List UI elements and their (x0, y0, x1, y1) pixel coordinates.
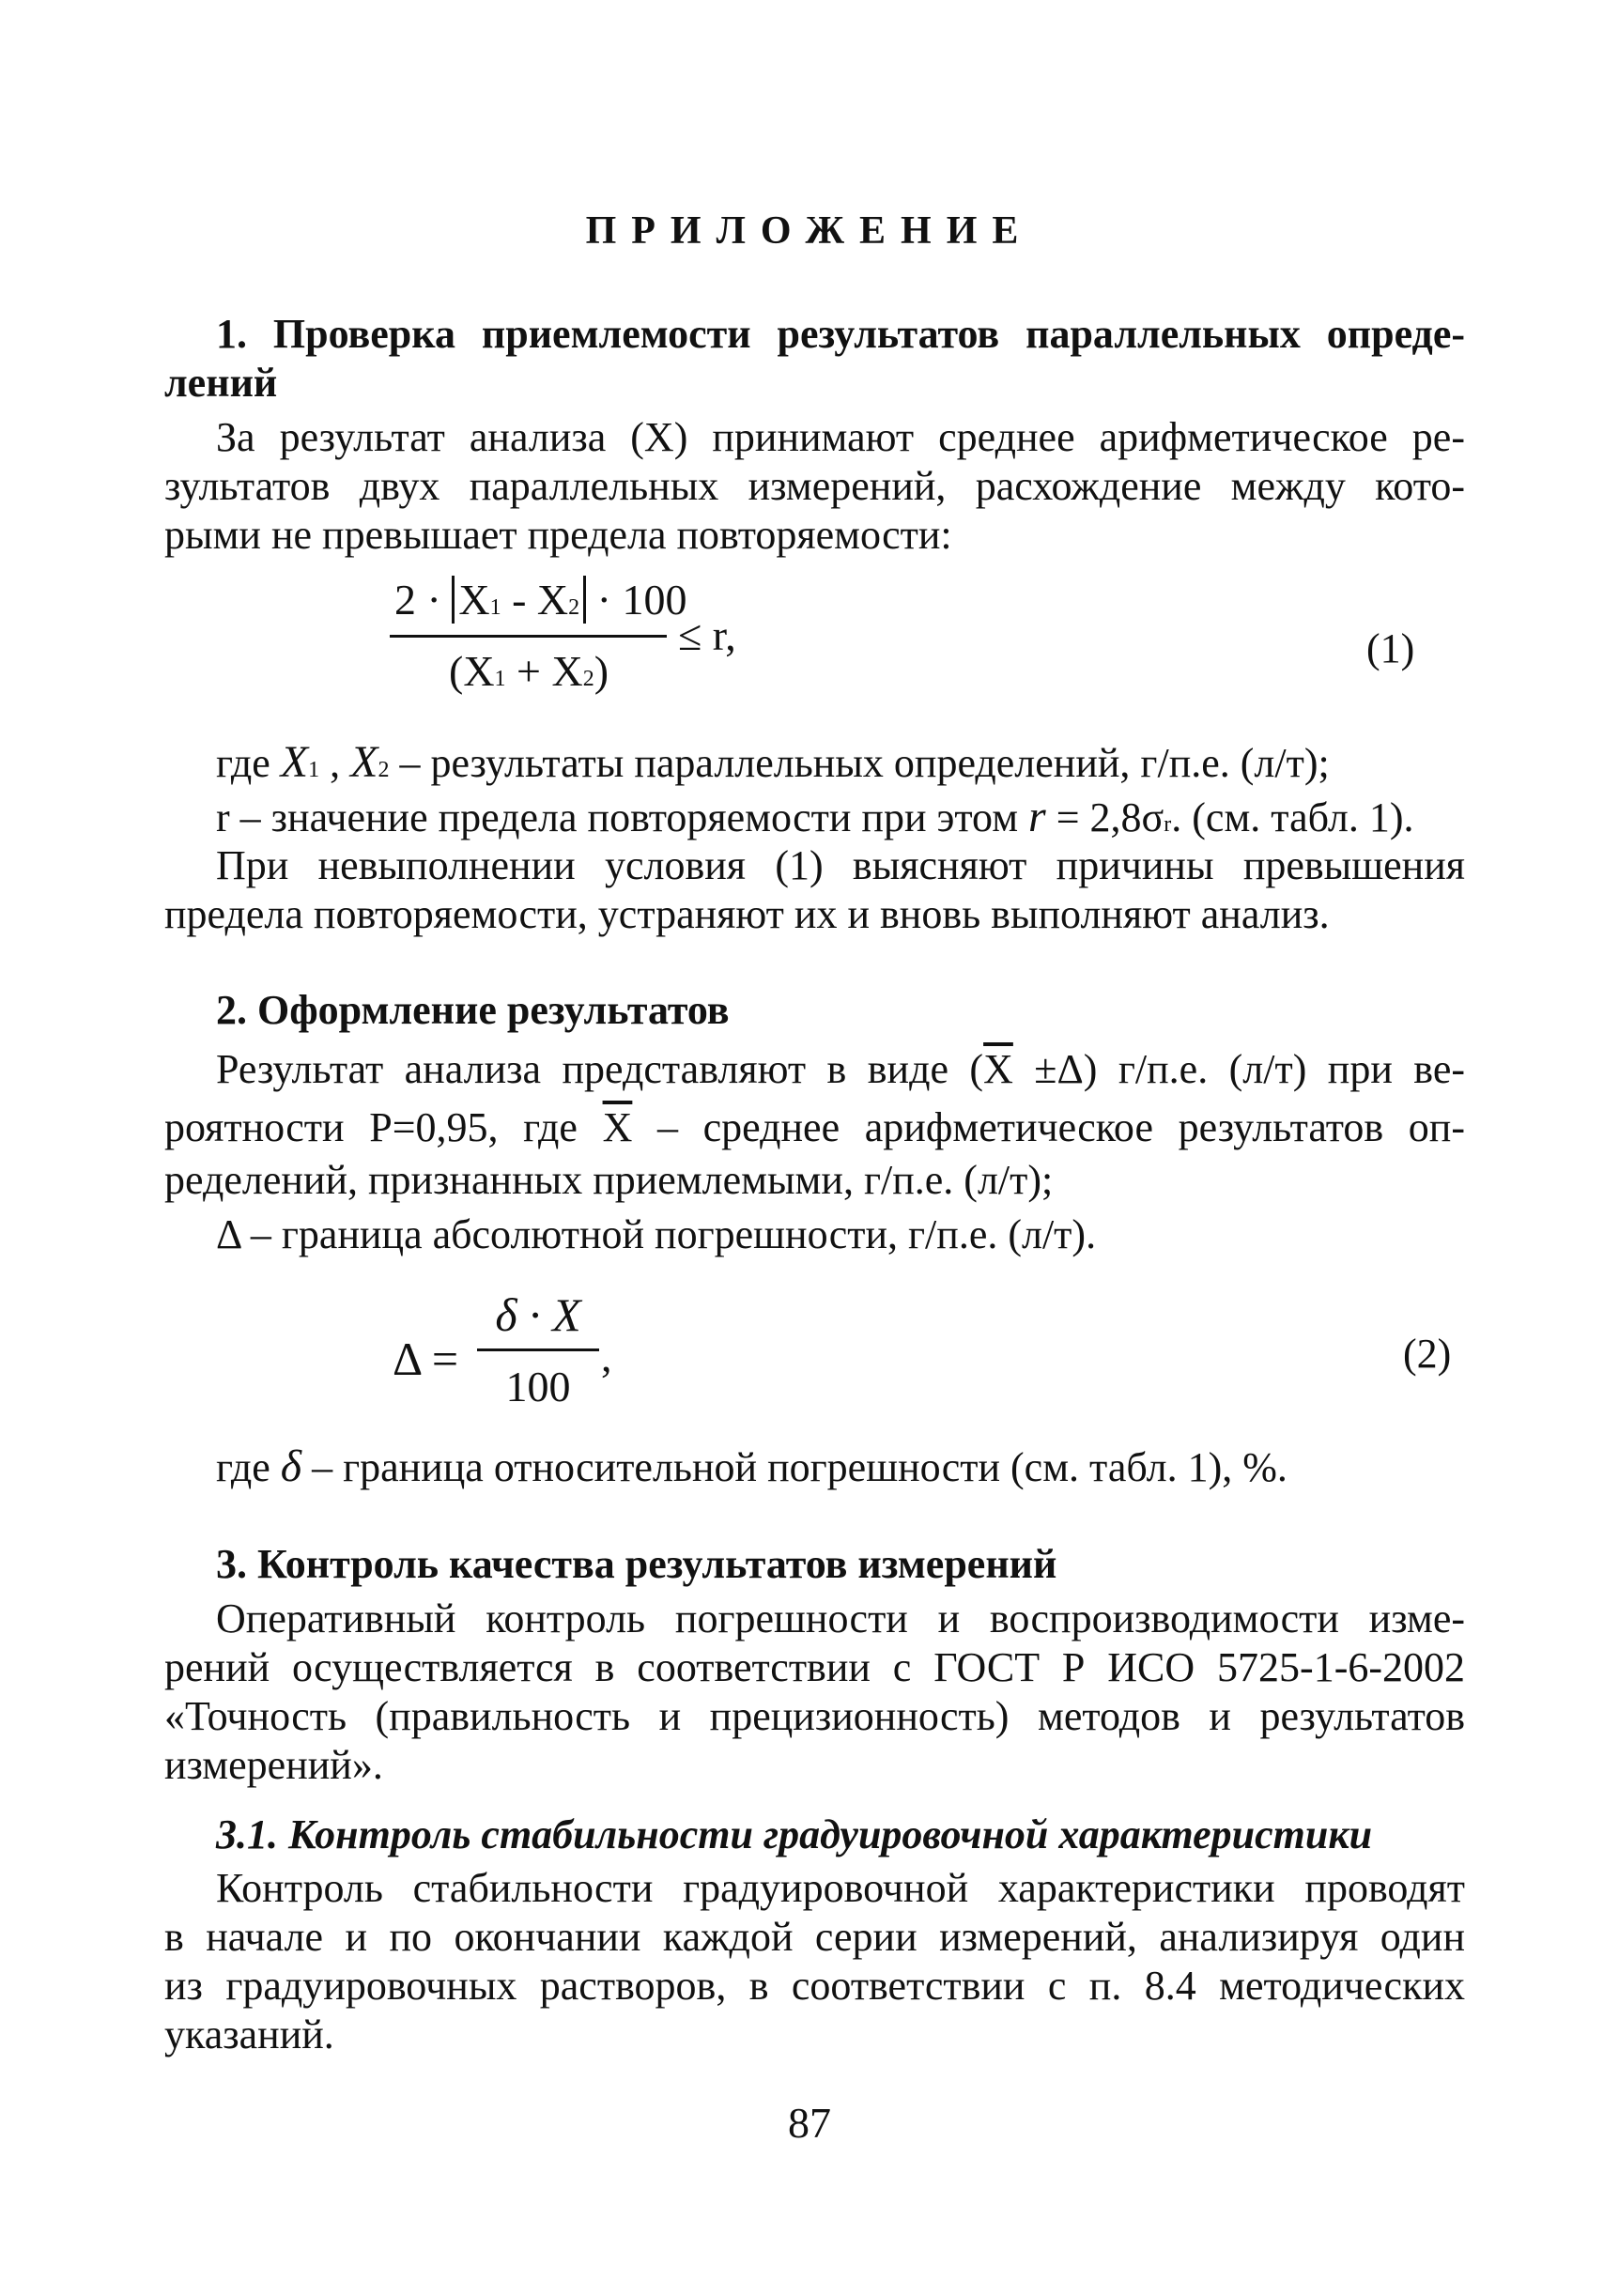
s2-paragraph-line: ределений, признанных приемлемыми, г/п.е. (л/т); (164, 1157, 1054, 1203)
formula-1-numerator: 2 · X1 - X2 · 100 (394, 576, 687, 624)
s2-delta-definition: Δ – граница абсолютной погрешности, г/п.е. (л/т). (216, 1211, 1097, 1257)
formula-1-relation: ≤ r, (678, 611, 736, 659)
section-1-heading-cont: лений (164, 360, 278, 406)
formula-2-denominator: 100 (505, 1363, 571, 1410)
s3-paragraph-line: Оперативный контроль погрешности и воспроизводимости изме- (216, 1595, 1465, 1641)
formula-1-denominator: (X1 + X2) (449, 647, 609, 695)
s3-paragraph-line: измерений». (164, 1742, 383, 1788)
s1-where-line: где X1 , X2 – результаты параллельных определений, г/п.е. (л/т); (216, 737, 1330, 787)
s1-paragraph-line: зультатов двух параллельных измерений, расхождение между кото- (164, 463, 1465, 509)
s2-where-line: где δ – граница относительной погрешности (см. табл. 1), %. (216, 1441, 1287, 1491)
s3-1-paragraph-line: Контроль стабильности градуировочной характеристики проводят (216, 1865, 1465, 1911)
formula-1-fraction-bar (390, 635, 667, 638)
section-3-heading: 3. Контроль качества результатов измерений (216, 1541, 1057, 1587)
s1-paragraph-line: предела повторяемости, устраняют их и вновь выполняют анализ. (164, 891, 1330, 937)
s1-paragraph-line: рыми не превышает предела повторяемости: (164, 512, 952, 558)
page-number: 87 (788, 2099, 831, 2147)
formula-2-numerator: δ · X (495, 1288, 581, 1341)
formula-2-fraction-bar (477, 1348, 599, 1351)
formula-2-lhs: Δ = (393, 1333, 459, 1385)
s2-paragraph-line: роятности P=0,95, где $\overline{X}$ – среднее арифметическое результатов оп- (164, 1104, 1465, 1150)
section-1-heading: 1. Проверка приемлемости результатов параллельных опреде- (216, 311, 1465, 357)
s3-paragraph-line: «Точность (правильность и прецизионность) методов и результатов (164, 1693, 1465, 1739)
s1-r-definition: r – значение предела повторяемости при этом r = 2,8σr. (см. табл. 1). (216, 792, 1414, 841)
formula-2-comma: , (601, 1333, 612, 1380)
subsection-3-1-heading: 3.1. Контроль стабильности градуировочной характеристики (216, 1811, 1373, 1857)
s2-paragraph-line: Результат анализа представляют в виде $(\overline{X} \pm\Delta)$ г/п.е. (л/т) при ве- (216, 1046, 1466, 1092)
s1-paragraph-line: За результат анализа (X) принимают среднее арифметическое ре- (216, 414, 1465, 460)
section-2-heading: 2. Оформление результатов (216, 987, 730, 1033)
s1-paragraph-line: При невыполнении условия (1) выясняют причины превышения (216, 842, 1465, 888)
s3-1-paragraph-line: указаний. (164, 2011, 334, 2057)
s3-1-paragraph-line: в начале и по окончании каждой серии измерений, анализируя один (164, 1914, 1465, 1960)
page-title: ПРИЛОЖЕНИЕ (585, 209, 1034, 253)
equation-number-2: (2) (1403, 1331, 1452, 1377)
equation-number-1: (1) (1366, 625, 1415, 671)
s3-1-paragraph-line: из градуировочных растворов, в соответствии с п. 8.4 методических (164, 1963, 1465, 2009)
s3-paragraph-line: рений осуществляется в соответствии с ГОСТ Р ИСО 5725-1-6-2002 (164, 1644, 1465, 1690)
